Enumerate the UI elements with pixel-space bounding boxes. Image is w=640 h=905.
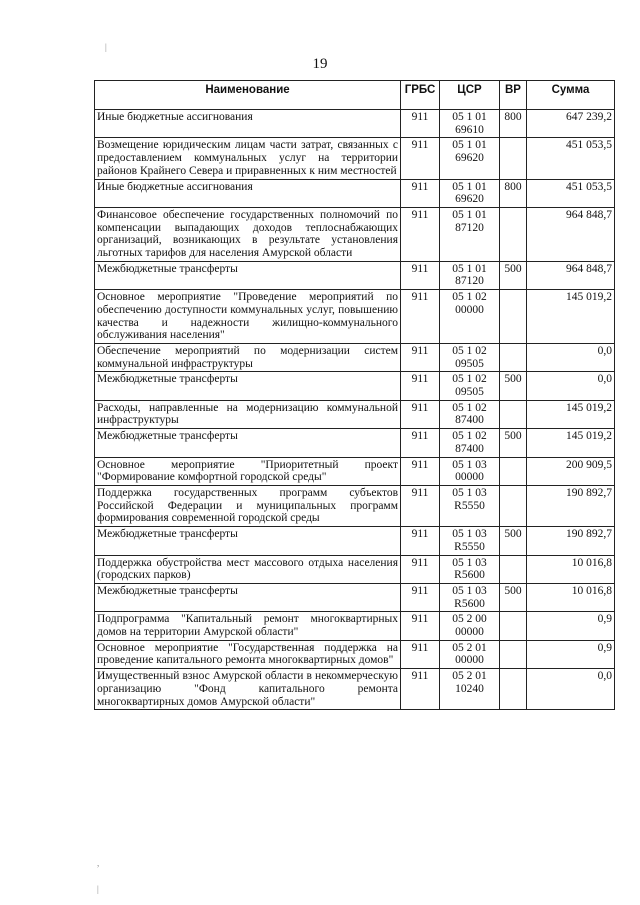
row-grbs-cell: 911 [401, 343, 440, 371]
table-row [95, 485, 615, 526]
row-vr-cell [500, 669, 527, 710]
row-vr-cell [500, 343, 527, 371]
row-vr-cell [500, 457, 527, 485]
table-row [95, 261, 615, 289]
table-row [95, 138, 615, 179]
row-csr-cell: 05 1 01 87120 [440, 207, 500, 261]
row-sum-cell: 145 019,2 [527, 429, 615, 457]
row-csr-cell: 05 1 02 09505 [440, 343, 500, 371]
row-sum-cell: 647 239,2 [527, 110, 615, 138]
row-grbs-cell: 911 [401, 669, 440, 710]
row-vr-cell: 500 [500, 583, 527, 611]
row-vr-cell: 500 [500, 261, 527, 289]
row-csr-cell: 05 1 03 R5600 [440, 555, 500, 583]
header-name: Наименование [95, 81, 401, 110]
row-sum-cell: 0,0 [527, 372, 615, 400]
row-sum-cell: 190 892,7 [527, 485, 615, 526]
row-sum-cell: 10 016,8 [527, 583, 615, 611]
row-csr-cell: 05 1 03 00000 [440, 457, 500, 485]
table-row [95, 669, 615, 710]
row-name-cell: Поддержка государственных программ субъектов Российской Федерации и муниципальных программ формирования современной городской среды [95, 485, 401, 526]
row-name-cell: Межбюджетные трансферты [95, 372, 401, 400]
row-vr-cell [500, 555, 527, 583]
header-vr: ВР [500, 81, 527, 110]
row-grbs-cell: 911 [401, 207, 440, 261]
row-grbs-cell: 911 [401, 261, 440, 289]
row-sum-cell: 964 848,7 [527, 207, 615, 261]
row-name-cell: Иные бюджетные ассигнования [95, 110, 401, 138]
row-grbs-cell: 911 [401, 555, 440, 583]
row-name-cell: Обеспечение мероприятий по модернизации систем коммунальной инфраструктуры [95, 343, 401, 371]
row-vr-cell: 500 [500, 429, 527, 457]
row-csr-cell: 05 2 01 00000 [440, 640, 500, 668]
scan-mark: , [97, 858, 100, 868]
row-csr-cell: 05 2 00 00000 [440, 612, 500, 640]
table-body [95, 110, 615, 710]
row-csr-cell: 05 1 02 87400 [440, 400, 500, 428]
row-grbs-cell: 911 [401, 290, 440, 344]
row-sum-cell: 451 053,5 [527, 179, 615, 207]
row-grbs-cell: 911 [401, 485, 440, 526]
row-vr-cell: 800 [500, 110, 527, 138]
row-sum-cell: 0,9 [527, 640, 615, 668]
row-name-cell: Имущественный взнос Амурской области в некоммерческую организацию "Фонд капитального ремонта многоквартирных домов Амурской области" [95, 669, 401, 710]
row-grbs-cell: 911 [401, 429, 440, 457]
scan-mark: | [105, 42, 107, 52]
row-grbs-cell: 911 [401, 179, 440, 207]
row-sum-cell: 0,0 [527, 669, 615, 710]
row-grbs-cell: 911 [401, 527, 440, 555]
row-vr-cell [500, 207, 527, 261]
row-vr-cell: 500 [500, 372, 527, 400]
row-name-cell: Основное мероприятие "Приоритетный проект "Формирование комфортной городской среды" [95, 457, 401, 485]
row-sum-cell: 451 053,5 [527, 138, 615, 179]
row-csr-cell: 05 1 01 69620 [440, 138, 500, 179]
row-grbs-cell: 911 [401, 612, 440, 640]
scan-mark: | [97, 884, 99, 894]
row-grbs-cell: 911 [401, 583, 440, 611]
table-header-row [95, 81, 615, 110]
page-number: 19 [312, 56, 328, 72]
row-name-cell: Расходы, направленные на модернизацию коммунальной инфраструктуры [95, 400, 401, 428]
row-vr-cell [500, 485, 527, 526]
row-name-cell: Основное мероприятие "Государственная поддержка на проведение капитального ремонта многоквартирных домов" [95, 640, 401, 668]
row-grbs-cell: 911 [401, 110, 440, 138]
row-vr-cell: 800 [500, 179, 527, 207]
row-csr-cell: 05 2 01 10240 [440, 669, 500, 710]
row-csr-cell: 05 1 03 R5550 [440, 485, 500, 526]
row-csr-cell: 05 1 01 69620 [440, 179, 500, 207]
table-row [95, 290, 615, 344]
row-grbs-cell: 911 [401, 457, 440, 485]
table-row [95, 110, 615, 138]
table-row [95, 207, 615, 261]
row-name-cell: Основное мероприятие "Проведение мероприятий по обеспечению доступности коммунальных услуг, повышению качества и надежности жилищно-коммунального обслуживания населения" [95, 290, 401, 344]
row-name-cell: Поддержка обустройства мест массового отдыха населения (городских парков) [95, 555, 401, 583]
row-csr-cell: 05 1 01 69610 [440, 110, 500, 138]
row-csr-cell: 05 1 03 R5600 [440, 583, 500, 611]
row-sum-cell: 190 892,7 [527, 527, 615, 555]
table-row [95, 179, 615, 207]
table-row [95, 457, 615, 485]
table-row [95, 372, 615, 400]
table-row [95, 555, 615, 583]
row-csr-cell: 05 1 02 87400 [440, 429, 500, 457]
row-name-cell: Иные бюджетные ассигнования [95, 179, 401, 207]
row-vr-cell [500, 290, 527, 344]
header-grbs: ГРБС [401, 81, 440, 110]
row-sum-cell: 145 019,2 [527, 400, 615, 428]
row-name-cell: Подпрограмма "Капитальный ремонт многоквартирных домов на территории Амурской области" [95, 612, 401, 640]
row-csr-cell: 05 1 02 09505 [440, 372, 500, 400]
table-row [95, 429, 615, 457]
row-name-cell: Межбюджетные трансферты [95, 429, 401, 457]
row-csr-cell: 05 1 03 R5550 [440, 527, 500, 555]
row-csr-cell: 05 1 02 00000 [440, 290, 500, 344]
row-vr-cell [500, 138, 527, 179]
table-row [95, 527, 615, 555]
row-sum-cell: 964 848,7 [527, 261, 615, 289]
table-row [95, 583, 615, 611]
row-grbs-cell: 911 [401, 138, 440, 179]
row-sum-cell: 200 909,5 [527, 457, 615, 485]
row-vr-cell [500, 612, 527, 640]
row-sum-cell: 10 016,8 [527, 555, 615, 583]
row-name-cell: Финансовое обеспечение государственных полномочий по компенсации выпадающих доходов теплоснабжающих организаций, возникающих в результате установления льготных тарифов для населения Амурской области [95, 207, 401, 261]
row-grbs-cell: 911 [401, 400, 440, 428]
row-name-cell: Межбюджетные трансферты [95, 527, 401, 555]
row-csr-cell: 05 1 01 87120 [440, 261, 500, 289]
table-row [95, 640, 615, 668]
header-sum: Сумма [527, 81, 615, 110]
row-vr-cell [500, 640, 527, 668]
budget-table [94, 80, 615, 710]
header-csr: ЦСР [440, 81, 500, 110]
row-grbs-cell: 911 [401, 640, 440, 668]
row-sum-cell: 0,0 [527, 343, 615, 371]
row-vr-cell: 500 [500, 527, 527, 555]
table-row [95, 343, 615, 371]
table-row [95, 612, 615, 640]
row-sum-cell: 145 019,2 [527, 290, 615, 344]
row-vr-cell [500, 400, 527, 428]
row-sum-cell: 0,9 [527, 612, 615, 640]
row-name-cell: Межбюджетные трансферты [95, 261, 401, 289]
row-name-cell: Возмещение юридическим лицам части затрат, связанных с предоставлением коммунальных услуг на территории районов Крайнего Севера и приравненных к ним местностей [95, 138, 401, 179]
table-row [95, 400, 615, 428]
row-grbs-cell: 911 [401, 372, 440, 400]
row-name-cell: Межбюджетные трансферты [95, 583, 401, 611]
